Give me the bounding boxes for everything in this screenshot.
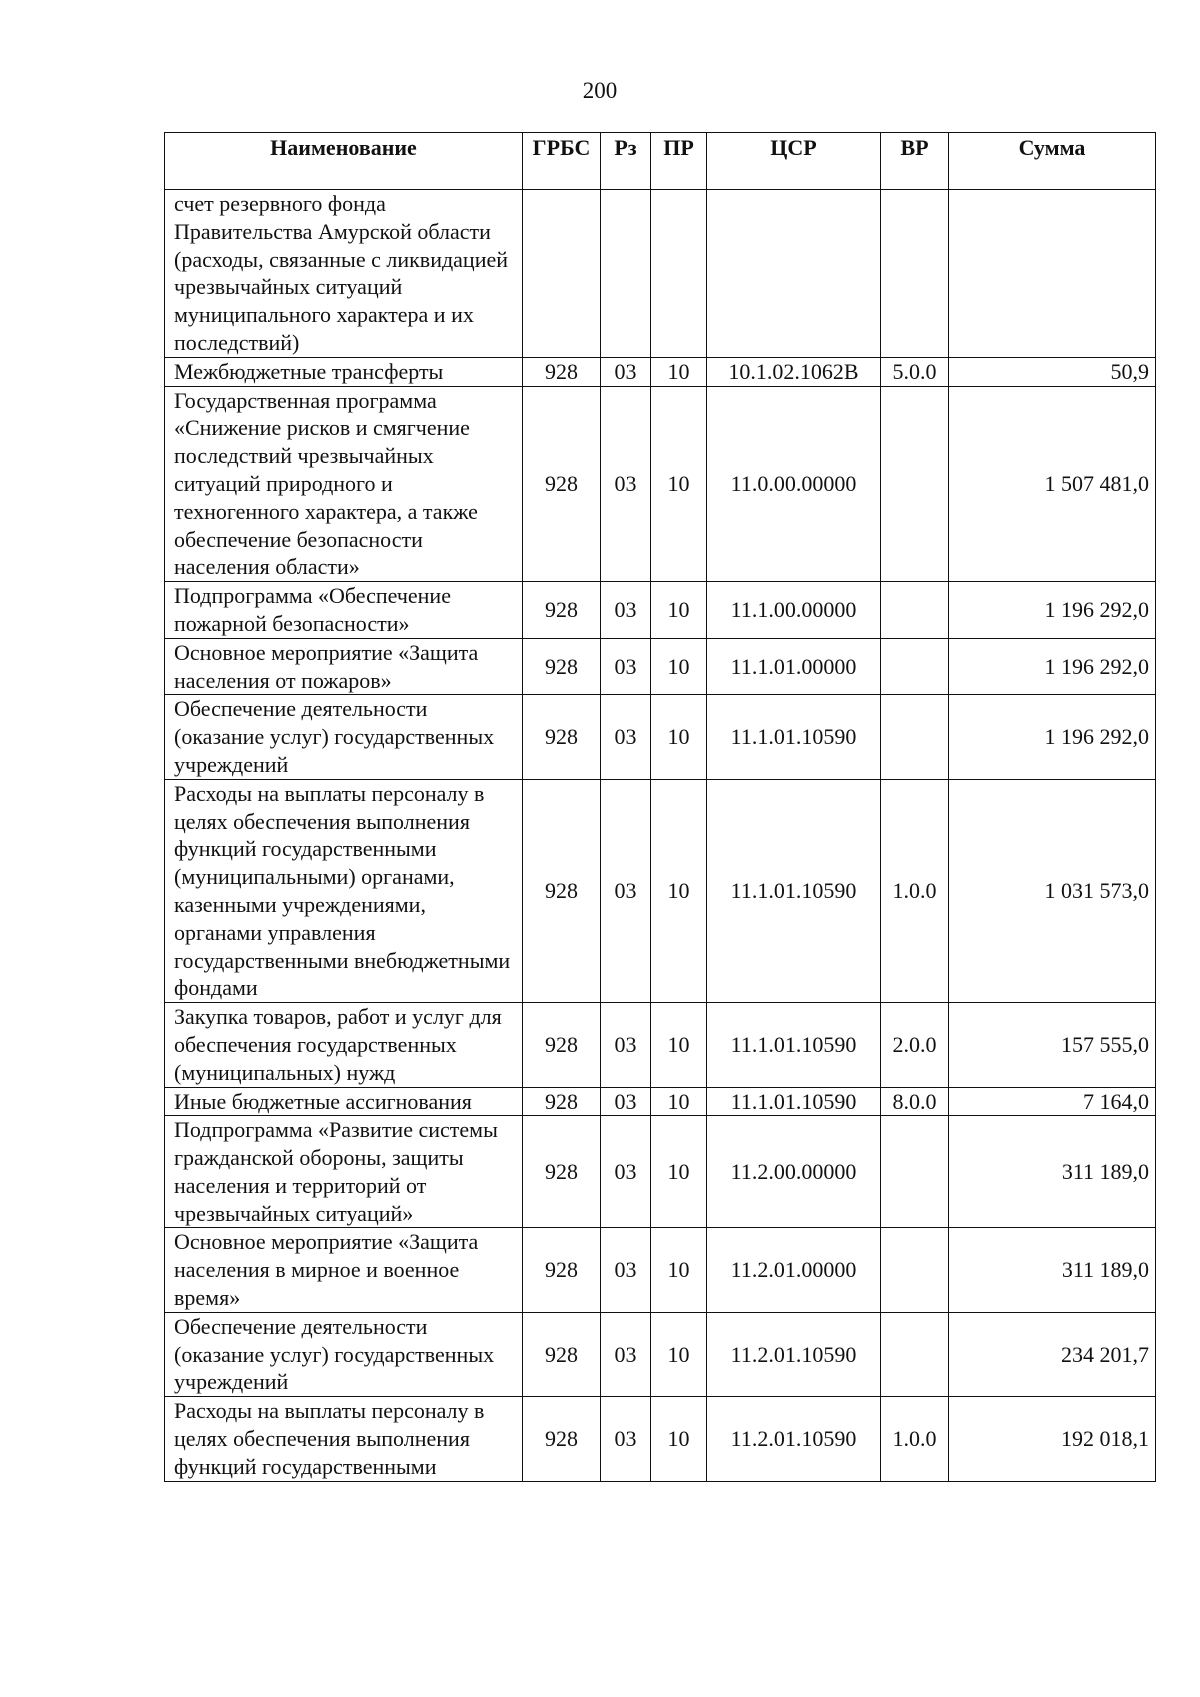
cell-name: Расходы на выплаты персоналу в целях обеспечения выполнения функций государственными (муниципальными) органами, казенными учреждениями, органами управления государственными внебюджетными фондами: [165, 779, 523, 1002]
cell-rz: [601, 190, 651, 358]
cell-rz: 03: [601, 1087, 651, 1116]
cell-csr: 11.1.01.00000: [707, 638, 881, 695]
table-row: [165, 1228, 1156, 1312]
cell-grbs: 928: [523, 582, 601, 639]
header-grbs: ГРБС: [523, 133, 601, 190]
cell-grbs: 928: [523, 1116, 601, 1228]
cell-rz: 03: [601, 695, 651, 779]
cell-name: Основное мероприятие «Защита населения от пожаров»: [165, 638, 523, 695]
cell-vr: [881, 190, 949, 358]
page-number: 200: [582, 78, 618, 103]
cell-vr: 5.0.0: [881, 357, 949, 386]
table-row: [165, 638, 1156, 695]
cell-pr: [651, 190, 707, 358]
cell-vr: [881, 1228, 949, 1312]
cell-name: Подпрограмма «Обеспечение пожарной безопасности»: [165, 582, 523, 639]
cell-vr: [881, 1312, 949, 1396]
table-row: [165, 1087, 1156, 1116]
cell-name: Межбюджетные трансферты: [165, 357, 523, 386]
cell-grbs: 928: [523, 386, 601, 582]
cell-name: Государственная программа «Снижение рисков и смягчение последствий чрезвычайных ситуаций природного и техногенного характера, а также обеспечение безопасности населения области»: [165, 386, 523, 582]
cell-vr: [881, 1116, 949, 1228]
cell-name: Подпрограмма «Развитие системы гражданской обороны, защиты населения и территорий от чрезвычайных ситуаций»: [165, 1116, 523, 1228]
cell-name: Расходы на выплаты персоналу в целях обеспечения выполнения функций государственными: [165, 1397, 523, 1481]
cell-pr: 10: [651, 1003, 707, 1087]
cell-sum: 1 031 573,0: [949, 779, 1156, 1002]
cell-grbs: 928: [523, 357, 601, 386]
cell-sum: 50,9: [949, 357, 1156, 386]
cell-sum: 1 196 292,0: [949, 695, 1156, 779]
table-row: [165, 695, 1156, 779]
cell-pr: 10: [651, 357, 707, 386]
cell-csr: 11.1.01.10590: [707, 1003, 881, 1087]
cell-sum: 311 189,0: [949, 1116, 1156, 1228]
cell-name: Закупка товаров, работ и услуг для обеспечения государственных (муниципальных) нужд: [165, 1003, 523, 1087]
table-row: [165, 582, 1156, 639]
cell-vr: 1.0.0: [881, 1397, 949, 1481]
cell-rz: 03: [601, 582, 651, 639]
budget-table: [164, 132, 1156, 1482]
cell-grbs: 928: [523, 779, 601, 1002]
header-sum: Сумма: [949, 133, 1156, 190]
cell-name: счет резервного фонда Правительства Амурской области (расходы, связанные с ликвидацией чрезвычайных ситуаций муниципального характера и их последствий): [165, 190, 523, 358]
cell-name: Иные бюджетные ассигнования: [165, 1087, 523, 1116]
cell-csr: 10.1.02.1062В: [707, 357, 881, 386]
cell-vr: 1.0.0: [881, 779, 949, 1002]
cell-csr: 11.2.01.10590: [707, 1312, 881, 1396]
cell-grbs: 928: [523, 1087, 601, 1116]
table-row: [165, 357, 1156, 386]
cell-csr: [707, 190, 881, 358]
cell-rz: 03: [601, 1116, 651, 1228]
cell-rz: 03: [601, 779, 651, 1002]
cell-sum: 234 201,7: [949, 1312, 1156, 1396]
cell-grbs: 928: [523, 1312, 601, 1396]
cell-sum: 1 507 481,0: [949, 386, 1156, 582]
cell-pr: 10: [651, 582, 707, 639]
header-vr: ВР: [881, 133, 949, 190]
cell-pr: 10: [651, 779, 707, 1002]
cell-name: Обеспечение деятельности (оказание услуг) государственных учреждений: [165, 1312, 523, 1396]
cell-grbs: 928: [523, 638, 601, 695]
table-row: [165, 1397, 1156, 1481]
table-header-row: [165, 133, 1156, 190]
cell-csr: 11.1.01.10590: [707, 779, 881, 1002]
cell-pr: 10: [651, 1312, 707, 1396]
cell-sum: 311 189,0: [949, 1228, 1156, 1312]
cell-rz: 03: [601, 1228, 651, 1312]
cell-csr: 11.2.00.00000: [707, 1116, 881, 1228]
cell-csr: 11.2.01.10590: [707, 1397, 881, 1481]
cell-vr: [881, 638, 949, 695]
header-csr: ЦСР: [707, 133, 881, 190]
cell-rz: 03: [601, 386, 651, 582]
cell-sum: 157 555,0: [949, 1003, 1156, 1087]
cell-vr: 8.0.0: [881, 1087, 949, 1116]
cell-grbs: [523, 190, 601, 358]
cell-pr: 10: [651, 1228, 707, 1312]
cell-csr: 11.2.01.00000: [707, 1228, 881, 1312]
cell-sum: 192 018,1: [949, 1397, 1156, 1481]
cell-csr: 11.0.00.00000: [707, 386, 881, 582]
cell-vr: [881, 386, 949, 582]
cell-vr: [881, 582, 949, 639]
cell-rz: 03: [601, 357, 651, 386]
table-row: [165, 1116, 1156, 1228]
cell-name: Основное мероприятие «Защита населения в мирное и военное время»: [165, 1228, 523, 1312]
cell-grbs: 928: [523, 1003, 601, 1087]
cell-sum: 1 196 292,0: [949, 638, 1156, 695]
cell-rz: 03: [601, 1397, 651, 1481]
cell-sum: [949, 190, 1156, 358]
cell-grbs: 928: [523, 1228, 601, 1312]
cell-pr: 10: [651, 1087, 707, 1116]
cell-name: Обеспечение деятельности (оказание услуг) государственных учреждений: [165, 695, 523, 779]
cell-sum: 1 196 292,0: [949, 582, 1156, 639]
cell-pr: 10: [651, 1397, 707, 1481]
table-row: [165, 386, 1156, 582]
header-name: Наименование: [165, 133, 523, 190]
cell-vr: 2.0.0: [881, 1003, 949, 1087]
table-row: [165, 779, 1156, 1002]
cell-csr: 11.1.01.10590: [707, 1087, 881, 1116]
cell-csr: 11.1.01.10590: [707, 695, 881, 779]
cell-rz: 03: [601, 638, 651, 695]
table-row: [165, 1003, 1156, 1087]
cell-rz: 03: [601, 1312, 651, 1396]
cell-pr: 10: [651, 638, 707, 695]
cell-pr: 10: [651, 1116, 707, 1228]
cell-vr: [881, 695, 949, 779]
cell-sum: 7 164,0: [949, 1087, 1156, 1116]
cell-grbs: 928: [523, 695, 601, 779]
cell-grbs: 928: [523, 1397, 601, 1481]
header-rz: Рз: [601, 133, 651, 190]
table-row: [165, 190, 1156, 358]
cell-pr: 10: [651, 386, 707, 582]
cell-pr: 10: [651, 695, 707, 779]
table-row: [165, 1312, 1156, 1396]
cell-csr: 11.1.00.00000: [707, 582, 881, 639]
cell-rz: 03: [601, 1003, 651, 1087]
header-pr: ПР: [651, 133, 707, 190]
